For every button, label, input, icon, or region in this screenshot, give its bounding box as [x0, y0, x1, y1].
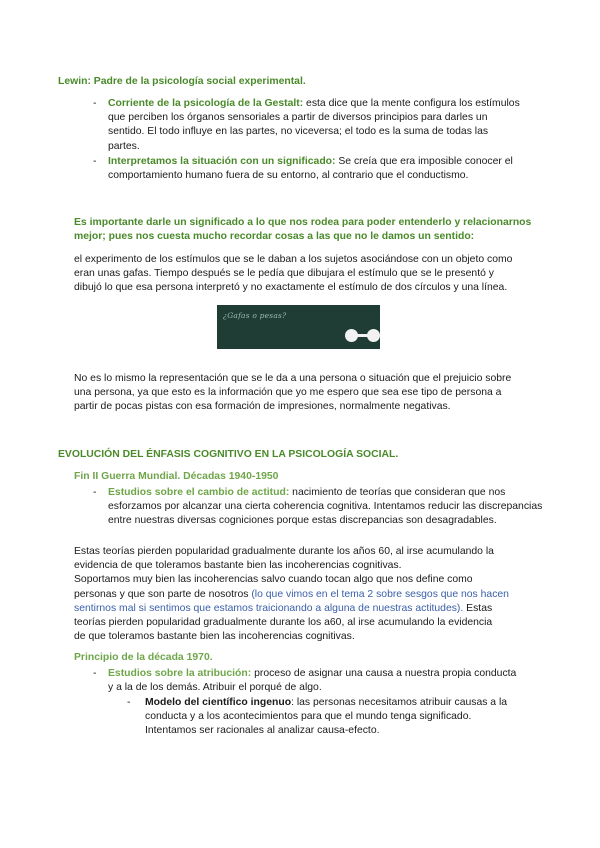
attitude-line-3: entre nuestras diversas cogniciones porque estas discrepancias son desagradables. [108, 515, 497, 527]
gestalt-line-1 [108, 97, 548, 111]
scientist-line-3: Intentamos ser racionales al analizar causa-efecto. [145, 725, 380, 737]
attribution-text-1: proceso de asignar una causa a nuestra propia conducta [251, 668, 517, 679]
gestalt-line-4: partes. [108, 140, 140, 152]
gestalt-bullet [108, 97, 548, 154]
bullet-dash: - [93, 668, 97, 679]
scientist-text-1: : las personas necesitamos atribuir causas a la [291, 697, 508, 708]
attribution-line-1 [108, 667, 558, 681]
experiment-line-2: eran unas gafas. Tiempo después se le pedía que dibujara el estímulo que se le presentó y [74, 268, 494, 280]
prejudice-line-1: No es lo mismo la representación que se le da a una persona o situación que el prejuicio sobre [74, 373, 512, 384]
war-heading: Fin II Guerra Mundial. Décadas 1940-1950 [74, 471, 279, 482]
theories-line-2: evidencia de que toleramos bastante bien las incoherencias cognitivas. [74, 560, 402, 572]
right-circle-shape [367, 329, 380, 342]
decade-heading: Principio de la década 1970. [74, 652, 213, 663]
bullet-dash: - [93, 98, 97, 109]
theories-note-5a: sentirnos mal si sentimos que estamos traicionando a alguna de nuestras actitudes). [74, 602, 464, 614]
interpret-text-1: Se creía que era imposible conocer el [335, 156, 513, 167]
evolution-heading: EVOLUCIÓN DEL ÉNFASIS COGNITIVO EN LA PSICOLOGÍA SOCIAL. [58, 449, 399, 460]
prejudice-paragraph [74, 372, 554, 415]
attitude-text-1: nacimiento de teorías que consideran que nos [289, 487, 506, 498]
attitude-bullet [108, 486, 558, 529]
theories-text-5b: Estas [463, 602, 493, 614]
prejudice-line-2: una persona, ya que esto es la información que yo me espero que sea ese tipo de persona a [74, 387, 502, 399]
chalkboard-handwriting: ¿Gafas o pesas? [223, 311, 287, 320]
prejudice-line-3: partir de pocas pistas con esa formación de impresiones, normalmente negativas. [74, 401, 451, 413]
chalkboard-image [217, 305, 380, 349]
theories-line-1: Estas teorías pierden popularidad gradualmente durante los años 60, al irse acumulando la [74, 546, 494, 557]
theories-line-7: de que toleramos bastante bien las incoherencias cognitivas. [74, 631, 355, 643]
attitude-label: Estudios sobre el cambio de actitud: [108, 487, 290, 498]
theories-text-4a: personas y que son parte de nosotros [74, 588, 252, 600]
attribution-line-2: y a la de los demás. Atribuir el porqué de algo. [108, 682, 322, 694]
theories-line-6: teorías pierden popularidad gradualmente durante los a60, al irse acumulando la evidencia [74, 617, 493, 629]
gestalt-line-2: que perciben los órganos sensoriales a partir de diversos principios para darles un [108, 112, 488, 124]
sub-bullet-dash: - [127, 697, 131, 708]
scientist-line-2: conducta y a los acontecimientos para que el mundo tenga significado. [145, 711, 472, 723]
interpret-line-1 [108, 155, 548, 169]
scientist-bullet [145, 696, 565, 739]
attribution-label: Estudios sobre la atribución: [108, 668, 252, 679]
interpret-bullet [108, 155, 548, 183]
experiment-line-1: el experimento de los estímulos que se le daban a los sujetos asociándose con un objeto como [74, 254, 513, 265]
attitude-line-2: esforzamos por alcanzar una cierta coherencia cognitiva. Intentamos reducir las discrepancias [108, 501, 543, 513]
lewin-heading: Lewin: Padre de la psicología social experimental. [58, 76, 306, 87]
gestalt-label: Corriente de la psicología de la Gestalt: [108, 98, 304, 109]
theories-line-5 [74, 602, 554, 616]
attribution-bullet [108, 667, 558, 695]
theories-paragraph [74, 545, 554, 644]
experiment-line-3: dibujó lo que esa persona interpretó y no exactamente el estímulo de dos círculos y una línea. [74, 282, 508, 294]
experiment-paragraph [74, 253, 554, 296]
gestalt-text-1: esta dice que la mente configura los estímulos [303, 98, 520, 109]
theories-note-4b: (lo que vimos en el tema 2 sobre sesgos que nos hacen [251, 588, 509, 600]
theories-line-4 [74, 588, 554, 602]
interpret-line-2: comportamiento humano fuera de su entorno, al contrario que el conductismo. [108, 170, 469, 182]
attitude-line-1 [108, 486, 558, 500]
scientist-line-1 [145, 696, 565, 710]
important-line-2: mejor; pues nos cuesta mucho recordar cosas a las que no le damos un sentido: [74, 231, 475, 243]
important-paragraph [74, 216, 554, 244]
important-line-1: Es importante darle un significado a lo que nos rodea para poder entenderlo y relacionarnos [74, 217, 532, 228]
bullet-dash: - [93, 487, 97, 498]
theories-line-3: Soportamos muy bien las incoherencias salvo cuando tocan algo que nos define como [74, 574, 473, 586]
scientist-label: Modelo del científico ingenuo [145, 697, 292, 708]
gestalt-line-3: sentido. El todo influye en las partes, no viceversa; el todo es la suma de todas las [108, 126, 489, 138]
bullet-dash: - [93, 156, 97, 167]
interpret-label: Interpretamos la situación con un significado: [108, 156, 336, 167]
